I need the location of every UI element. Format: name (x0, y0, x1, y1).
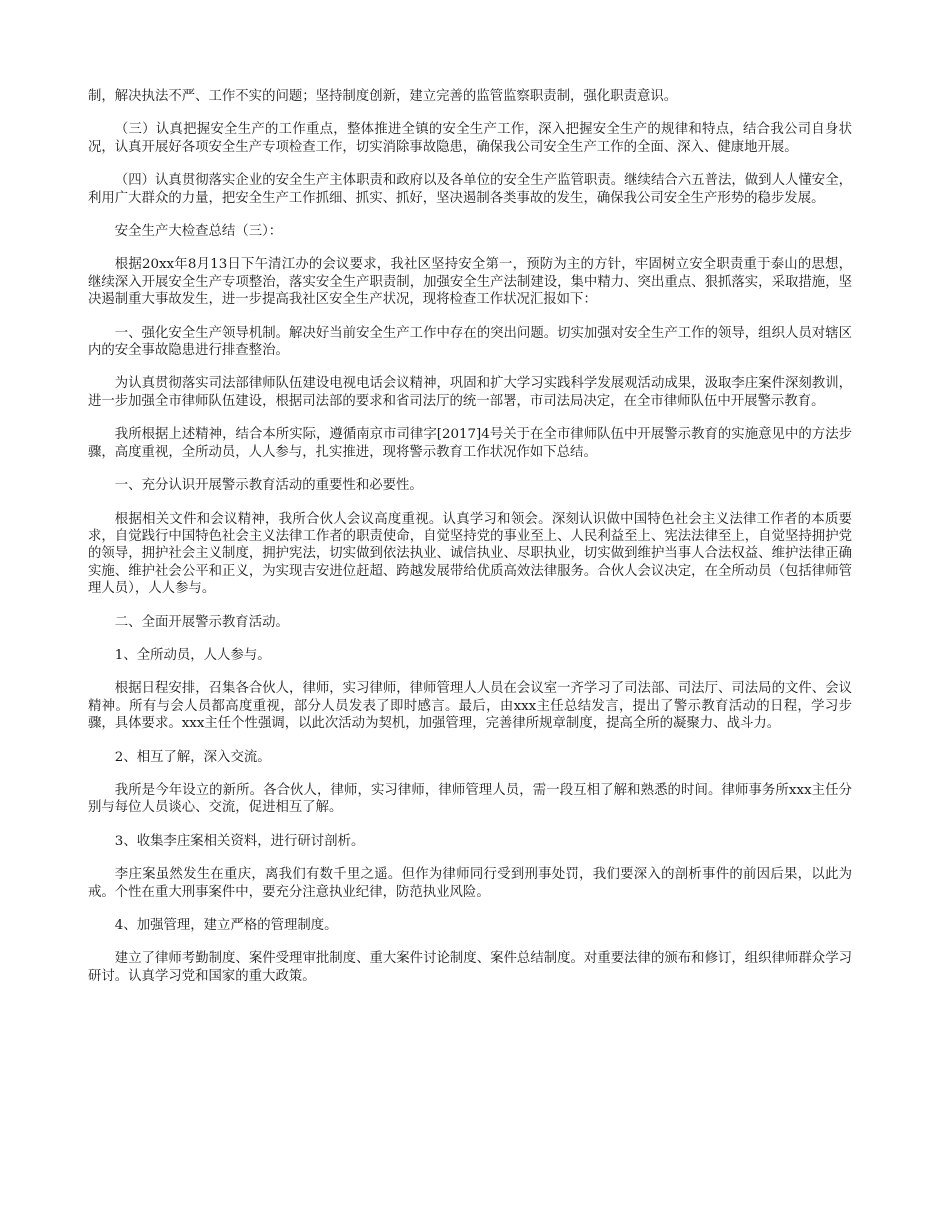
paragraph-part-1-body: 根据相关文件和会议精神，我所合伙人会议高度重视。认真学习和领会。深刻认识做中国特色社会主义法律工作者的本质要求，自觉践行中国特色社会主义法律工作者的职责使命，自觉坚持党的事业至上、人民利益至上、宪法法律至上，自觉坚持拥护党的领导，拥护社会主义制度，拥护宪法，切实做到依法执业、诚信执业、尽职执业，切实做到维护当事人合法权益、维护法律正确实施、维护社会公平和正义，为实现吉安进位赶超、跨越发展带给优质高效法律服务。合伙人会议决定，在全所动员（包括律师管理人员），人人参与。 (88, 511, 852, 597)
paragraph-background: 为认真贯彻落实司法部律师队伍建设电视电话会议精神，巩固和扩大学习实践科学发展观活动成果，汲取李庄案件深刻教训，进一步加强全市律师队伍建设，根据司法部的要求和省司法厅的统一部署，市司法局决定，在全市律师队伍中开展警示教育。 (88, 376, 852, 409)
paragraph-summary: 我所根据上述精神，结合本所实际，遵循南京市司律字[2017]4号关于在全市律师队伍中开展警示教育的实施意见中的方法步骤，高度重视，全所动员，人人参与，扎实推进，现将警示教育工作状况作如下总结。 (88, 427, 852, 460)
paragraph-item-4: （四）认真贯彻落实企业的安全生产主体职责和政府以及各单位的安全生产监管职责。继续结合六五普法，做到人人懂安全，利用广大群众的力量，把安全生产工作抓细、抓实、抓好，坚决遏制各类事故的发生，确保我公司安全生产形势的稳步发展。 (88, 173, 852, 206)
paragraph-point-1: 一、强化安全生产领导机制。解决好当前安全生产工作中存在的突出问题。切实加强对安全生产工作的领导，组织人员对辖区内的安全事故隐患进行排查整治。 (88, 325, 852, 359)
subheading-4: 4、加强管理，建立严格的管理制度。 (114, 918, 338, 933)
paragraph-sub-1-body: 根据日程安排，召集各合伙人，律师，实习律师，律师管理人人员在会议室一齐学习了司法部、司法厅、司法局的文件、会议精神。所有与会人员都高度重视，部分人员发表了即时感言。最后，由xxx主任总结发言，提出了警示教育活动的日程，学习步骤，具体要求。xxx主任个性强调，以此次活动为契机，加强管理，完善律所规章制度，提高全所的凝聚力、战斗力。 (88, 681, 852, 732)
subheading-2: 2、相互了解，深入交流。 (114, 749, 271, 765)
paragraph-sub-2-body: 我所是今年设立的新所。各合伙人，律师，实习律师，律师管理人员，需一段互相了解和熟悉的时间。律师事务所xxx主任分别与每位人员谈心、交流，促进相互了解。 (88, 782, 852, 816)
heading-part-1: 一、充分认识开展警示教育活动的重要性和必要性。 (114, 478, 423, 494)
document-page (88, 88, 852, 1001)
paragraph-sub-3-body: 李庄案虽然发生在重庆，离我们有数千里之遥。但作为律师同行受到刑事处罚，我们要深入的剖析事件的前因后果，以此为戒。个性在重大刑事案件中，要充分注意执业纪律，防范执业风险。 (88, 867, 852, 900)
paragraph-continuation: 制，解决执法不严、工作不实的问题；坚持制度创新，建立完善的监管监察职责制，强化职责意识。 (88, 89, 678, 104)
heading-part-2: 二、全面开展警示教育活动。 (114, 614, 289, 630)
subheading-3: 3、收集李庄案相关资料，进行研讨剖析。 (114, 833, 365, 849)
section-heading: 安全生产大检查总结（三）： (114, 224, 283, 240)
paragraph-intro: 根据20xx年8月13日下午清江办的会议要求，我社区坚持安全第一，预防为主的方针，牢固树立安全职责重于泰山的思想，继续深入开展安全生产专项整治，落实安全生产职责制，加强安全生产法制建设，集中精力、突出重点、狠抓落实，采取措施，坚决遏制重大事故发生，进一步提高我社区安全生产状况，现将检查工作状况汇报如下： (88, 257, 852, 308)
paragraph-item-3: （三）认真把握安全生产的工作重点，整体推进全镇的安全生产工作，深入把握安全生产的规律和特点，结合我公司自身状况，认真开展好各项安全生产专项检查工作，切实消除事故隐患，确保我公司安全生产工作的全面、深入、健康地开展。 (88, 122, 852, 155)
subheading-1: 1、全所动员，人人参与。 (114, 647, 271, 663)
paragraph-sub-4-body: 建立了律师考勤制度、案件受理审批制度、重大案件讨论制度、案件总结制度。对重要法律的颁布和修订，组织律师群众学习研讨。认真学习党和国家的重大政策。 (88, 951, 852, 984)
